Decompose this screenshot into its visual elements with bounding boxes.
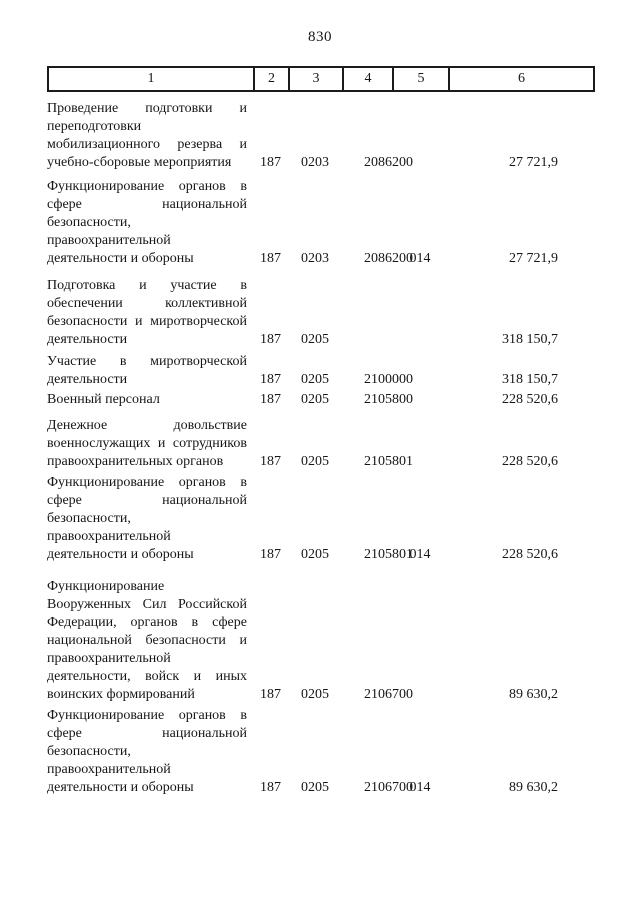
cell-code-section: 0203 [301,251,329,266]
cell-code-target-item [342,277,392,353]
text-line: сфере национальной [47,493,247,508]
page-number: 830 [308,29,332,45]
table-row [47,391,593,417]
budget-rows [47,100,593,797]
cell-code-target-item: 2086200 [364,251,413,266]
cell-code-target-item: 2086200 [364,155,413,170]
text-line: сфере национальной [47,197,247,212]
table-row [47,277,593,353]
budget-table [47,100,593,797]
text-line: Участие в миротворческой [47,354,247,369]
text-line: обеспечении коллективной [47,296,247,311]
table-row [47,178,593,277]
cell-code-target-item: 2105801 [364,547,413,562]
text-line: Федерации, органов в сфере [47,615,247,630]
cell-code-target-item: 2105800 [364,392,413,407]
text-line: правоохранительной [47,762,171,777]
text-line: деятельности [47,372,128,387]
cell-code-section: 0205 [301,372,329,387]
header-row [48,67,594,91]
text-line: Функционирование органов в [47,475,247,490]
text-line: безопасности, [47,744,131,759]
cell-code-expense-type: 014 [409,251,431,266]
text-line: сфере национальной [47,726,247,741]
cell-amount: 318 150,7 [502,332,558,347]
row-title [47,474,253,578]
row-title [47,578,253,707]
cell-code-chapter: 187 [260,780,281,795]
row-title [47,100,253,178]
cell-amount: 89 630,2 [509,687,558,702]
text-line: безопасности, [47,215,131,230]
text-line: военнослужащих и сотрудников [47,436,247,451]
table-row [47,578,593,707]
cell-amount: 228 520,6 [502,392,558,407]
text-line: Функционирование органов в [47,708,247,723]
table-row [47,474,593,578]
col-header-3: 3 [289,67,343,91]
text-line: мобилизационного резерва и [47,137,247,152]
cell-code-expense-type [392,277,448,353]
col-header-2: 2 [254,67,289,91]
table-row [47,417,593,474]
table-row [47,100,593,178]
col-header-1: 1 [48,67,254,91]
cell-code-section: 0205 [301,547,329,562]
cell-code-section: 0205 [301,392,329,407]
text-line: Денежное довольствие [47,418,247,433]
cell-code-expense-type: 014 [409,780,431,795]
text-line: Вооруженных Сил Российской [47,597,247,612]
cell-code-chapter: 187 [260,251,281,266]
text-line: учебно-сборовые мероприятия [47,155,232,170]
cell-code-target-item: 2105801 [364,454,413,469]
cell-code-target-item: 2106700 [364,687,413,702]
col-header-4: 4 [343,67,393,91]
cell-code-chapter: 187 [260,155,281,170]
row-title [47,391,253,417]
cell-code-target-item: 2100000 [364,372,413,387]
cell-code-expense-type: 014 [409,547,431,562]
text-line: деятельности [47,332,128,347]
cell-code-chapter: 187 [260,372,281,387]
cell-code-chapter: 187 [260,454,281,469]
cell-amount: 318 150,7 [502,372,558,387]
text-line: деятельности и обороны [47,251,194,266]
row-title [47,417,253,474]
table-row [47,353,593,391]
cell-code-section: 0205 [301,687,329,702]
text-line: Функционирование [47,579,165,594]
row-title [47,353,253,391]
text-line: Военный персонал [47,392,160,407]
cell-code-chapter: 187 [260,392,281,407]
text-line: Функционирование органов в [47,179,247,194]
cell-code-chapter: 187 [260,332,281,347]
text-line: национальной безопасности и [47,633,247,648]
cell-code-section: 0205 [301,332,329,347]
text-line: переподготовки [47,119,142,134]
cell-code-section: 0205 [301,454,329,469]
cell-amount: 27 721,9 [509,155,558,170]
cell-code-chapter: 187 [260,687,281,702]
text-line: деятельности, войск и иных [47,669,247,684]
cell-amount: 89 630,2 [509,780,558,795]
cell-amount: 228 520,6 [502,454,558,469]
text-line: правоохранительных органов [47,454,224,469]
row-title [47,277,253,353]
cell-code-chapter: 187 [260,547,281,562]
text-line: деятельности и обороны [47,780,194,795]
text-line: правоохранительной [47,529,171,544]
text-line: правоохранительной [47,651,171,666]
cell-code-section: 0205 [301,780,329,795]
col-header-5: 5 [393,67,449,91]
table-row [47,707,593,797]
text-line: Подготовка и участие в [47,278,247,293]
column-header-row [47,66,595,92]
cell-code-target-item: 2106700 [364,780,413,795]
text-line: правоохранительной [47,233,171,248]
col-header-6: 6 [449,67,594,91]
row-title [47,178,253,277]
text-line: Проведение подготовки и [47,101,247,116]
cell-amount: 228 520,6 [502,547,558,562]
text-line: безопасности и миротворческой [47,314,247,329]
row-title [47,707,253,797]
text-line: деятельности и обороны [47,547,194,562]
cell-code-section: 0203 [301,155,329,170]
text-line: воинских формирований [47,687,195,702]
cell-amount: 27 721,9 [509,251,558,266]
text-line: безопасности, [47,511,131,526]
